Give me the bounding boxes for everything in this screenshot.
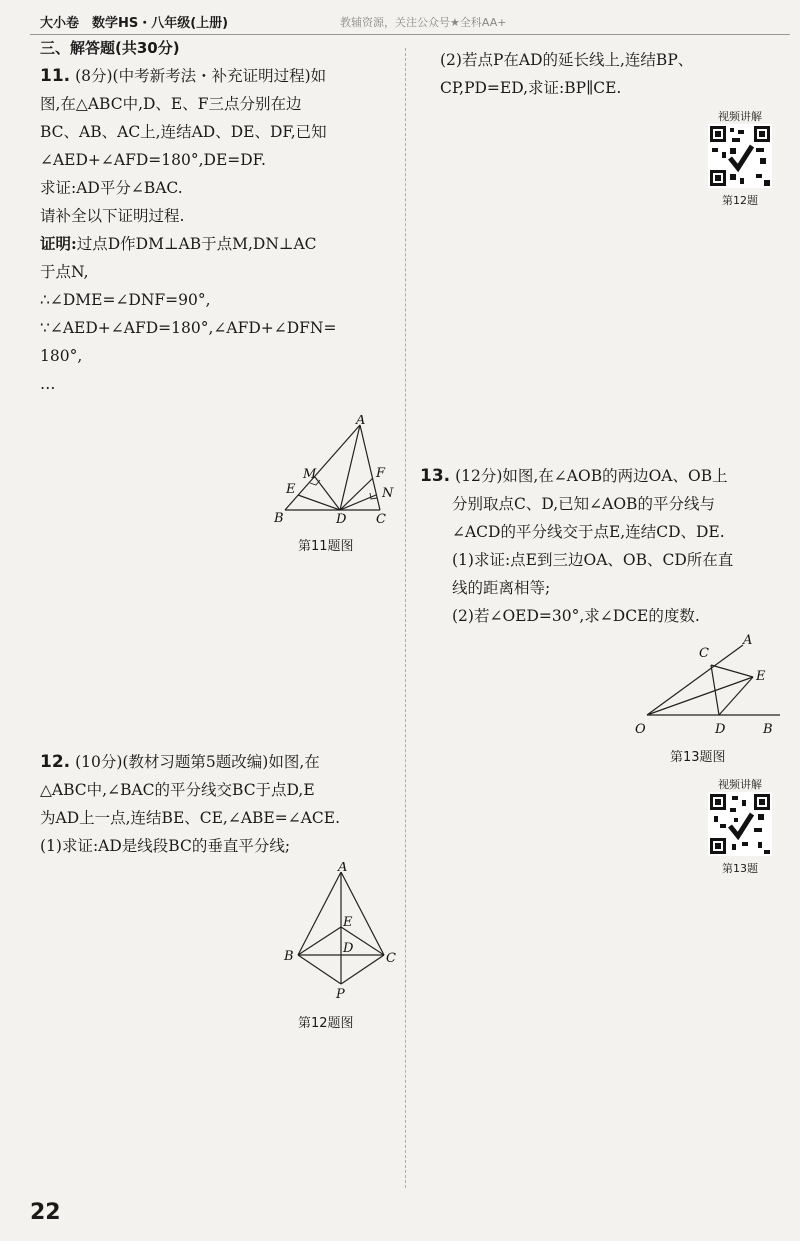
q11-line: … <box>40 375 56 393</box>
q13-line: (1)求证:点E到三边OA、OB、CD所在直 <box>452 551 734 569</box>
q12-line: △ABC中,∠BAC的平分线交BC于点D,E <box>40 781 315 799</box>
q13-line: (12分)如图,在∠AOB的两边OA、OB上 <box>455 467 728 485</box>
fig12-label-E: E <box>343 915 353 930</box>
qr12-caption: 第12题 <box>722 194 758 207</box>
fig11-label-N: N <box>382 486 394 501</box>
question-13 <box>420 462 780 630</box>
figure-11 <box>270 415 410 530</box>
q11-line: BC、AB、AC上,连结AD、DE、DF,已知 <box>40 123 327 141</box>
qr13-title: 视频讲解 <box>718 778 762 791</box>
question-11 <box>40 62 400 398</box>
q12-part2-line: (2)若点P在AD的延长线上,连结BP、 <box>440 51 694 69</box>
q12-part2-line: CP,PD=ED,求证:BP∥CE. <box>440 79 622 97</box>
fig13-label-B: B <box>763 722 773 737</box>
q12-number: 12. <box>40 752 71 772</box>
fig11-label-F: F <box>376 466 386 481</box>
qr-code-12-icon[interactable] <box>708 124 772 188</box>
q11-line: 请补全以下证明过程. <box>40 207 185 225</box>
fig13-label-O: O <box>635 722 646 737</box>
q13-number: 13. <box>420 466 451 486</box>
q11-line: 求证:AD平分∠BAC. <box>40 179 183 197</box>
fig12-label-D: D <box>343 941 354 956</box>
page-number: 22 <box>30 1200 61 1225</box>
q11-number: 11. <box>40 66 71 86</box>
fig11-label-B: B <box>274 511 284 526</box>
header-watermark: 教辅资源，关注公众号★全科AA+ <box>340 16 507 29</box>
q13-line: 分别取点C、D,已知∠AOB的平分线与 <box>452 495 715 513</box>
fig11-label-D: D <box>336 512 347 527</box>
q11-proof-label: 证明: <box>40 234 77 253</box>
fig11-label-C: C <box>376 512 386 527</box>
q12-line: 为AD上一点,连结BE、CE,∠ABE=∠ACE. <box>40 809 341 827</box>
qr12-title: 视频讲解 <box>718 110 762 123</box>
fig13-label-A: A <box>743 633 753 648</box>
fig11-label-M: M <box>303 467 317 482</box>
qr13-caption: 第13题 <box>722 862 758 875</box>
section-title: 三、解答题(共30分) <box>40 39 180 57</box>
q13-line: (2)若∠OED=30°,求∠DCE的度数. <box>452 607 700 625</box>
q12-line: (1)求证:AD是线段BC的垂直平分线; <box>40 837 291 855</box>
fig13-label-E: E <box>756 669 766 684</box>
fig13-caption: 第13题图 <box>670 750 726 765</box>
q11-line: ∵∠AED+∠AFD=180°,∠AFD+∠DFN= <box>40 319 337 337</box>
q12-part2 <box>440 46 780 102</box>
column-divider <box>405 48 406 1188</box>
fig12-label-P: P <box>336 987 345 1002</box>
fig11-label-A: A <box>356 415 366 428</box>
fig12-label-C: C <box>386 951 396 966</box>
q11-line: 180°, <box>40 347 83 365</box>
figure-13 <box>635 630 785 740</box>
q11-line: 图,在△ABC中,D、E、F三点分别在边 <box>40 95 302 113</box>
fig12-label-A: A <box>338 862 348 875</box>
q11-line: (8分)(中考新考法・补充证明过程)如 <box>75 67 327 85</box>
q11-line: ∠AED+∠AFD=180°,DE=DF. <box>40 151 266 169</box>
header-book-title: 大小卷 数学HS・八年级(上册) <box>40 16 229 31</box>
q13-line: 线的距离相等; <box>452 579 551 597</box>
q11-line: 过点D作DM⊥AB于点M,DN⊥AC <box>76 235 317 253</box>
q11-line: ∴∠DME=∠DNF=90°, <box>40 291 211 309</box>
fig12-label-B: B <box>284 949 294 964</box>
fig12-caption: 第12题图 <box>298 1016 354 1031</box>
q13-line: ∠ACD的平分线交于点E,连结CD、DE. <box>452 523 725 541</box>
q11-line: 于点N, <box>40 263 89 281</box>
figure-12 <box>278 862 408 1002</box>
fig13-label-C: C <box>699 646 709 661</box>
fig11-caption: 第11题图 <box>298 539 354 554</box>
qr-code-13-icon[interactable] <box>708 792 772 856</box>
fig13-label-D: D <box>715 722 726 737</box>
fig11-label-E: E <box>286 482 296 497</box>
question-12 <box>40 748 400 860</box>
q12-line: (10分)(教材习题第5题改编)如图,在 <box>75 753 320 771</box>
